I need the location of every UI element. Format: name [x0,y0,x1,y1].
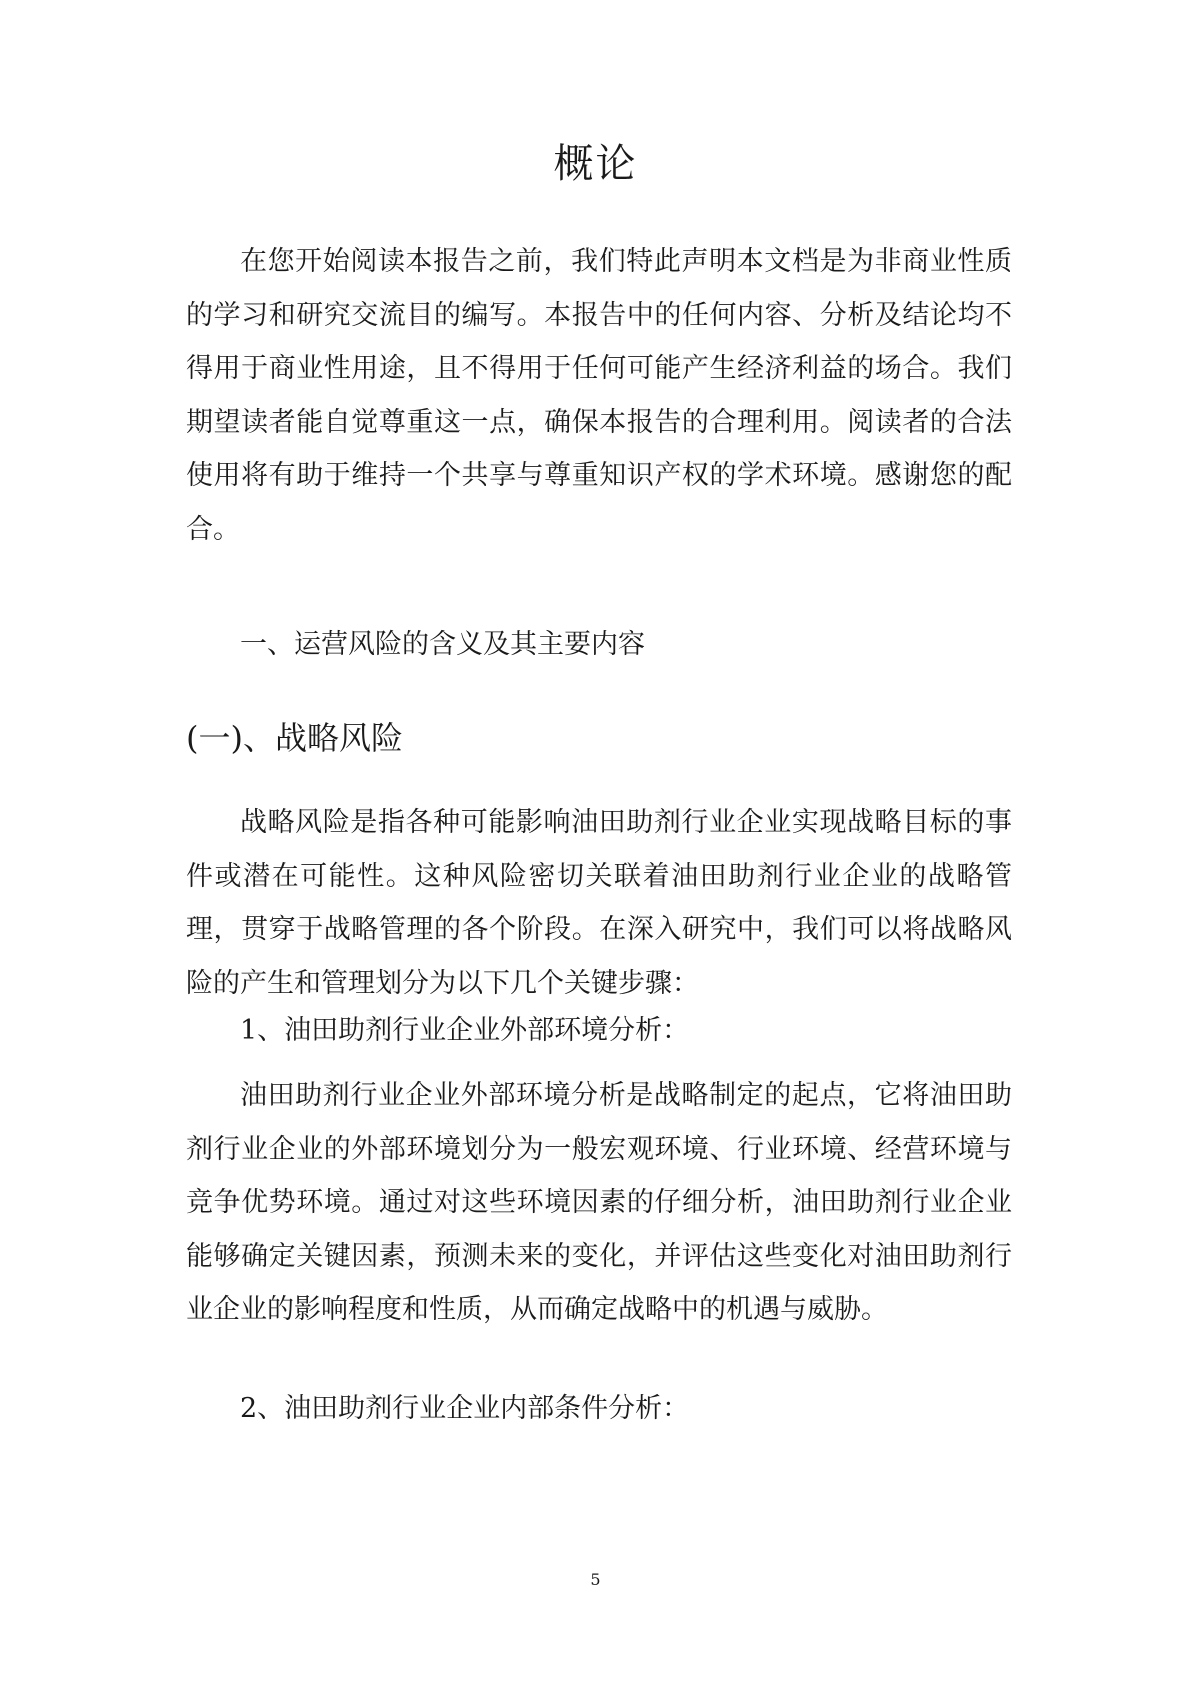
item2-heading: 2、油田助剂行业企业内部条件分析： [240,1393,690,1424]
item1-paragraph: 油田助剂行业企业外部环境分析是战略制定的起点，它将油田助剂行业企业的外部环境划分为一般宏观环境、行业环境、经营环境与竞争优势环境。通过对这些环境因素的仔细分析，油田助剂行业企业能够确定关键因素，预测未来的变化，并评估这些变化对油田助剂行业企业的影响程度和性质，从而确定战略中的机遇与威胁。 [186,1080,1012,1326]
page-title: 概论 [553,141,638,187]
disclaimer-paragraph: 在您开始阅读本报告之前，我们特此声明本文档是为非商业性质的学习和研究交流目的编写。本报告中的任何内容、分析及结论均不得用于商业性用途，且不得用于任何可能产生经济利益的场合。我们期望读者能自觉尊重这一点，确保本报告的合理利用。阅读者的合法使用将有助于维持一个共享与尊重知识产权的学术环境。感谢您的配合。 [186,246,1012,545]
subsection-heading: (一)、战略风险 [186,719,403,757]
section-heading: 一、运营风险的含义及其主要内容 [240,629,645,660]
item1-heading: 1、油田助剂行业企业外部环境分析： [240,1015,690,1046]
strategy-paragraph: 战略风险是指各种可能影响油田助剂行业企业实现战略目标的事件或潜在可能性。这种风险密切关联着油田助剂行业企业的战略管理，贯穿于战略管理的各个阶段。在深入研究中，我们可以将战略风险的产生和管理划分为以下几个关键步骤： [186,807,1012,999]
page-number: 5 [590,1570,601,1589]
